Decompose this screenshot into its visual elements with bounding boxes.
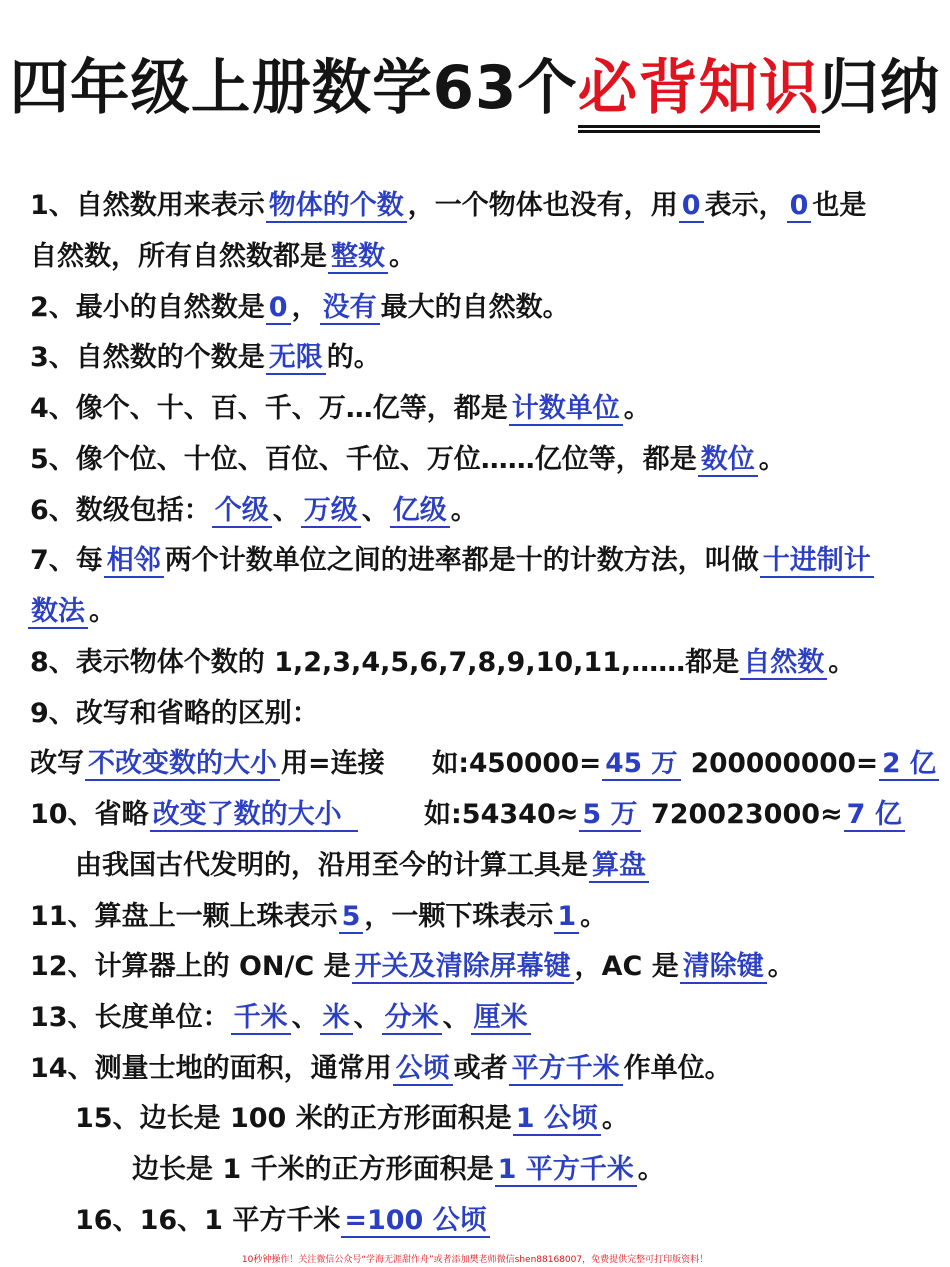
knowledge-line-8: 8、表示物体个数的 1,2,3,4,5,6,7,8,9,10,11,……都是 自然数 。 — [30, 647, 856, 678]
answer: 相邻 — [104, 545, 164, 578]
footer-promo: 10秒钟操作！关注微信公众号“学海无涯甜作舟”或者添加樊老师微信shen88168007，免费提供完整可打印版资料！ — [241, 1255, 709, 1265]
answer: 十进制计 — [760, 545, 874, 578]
answer: 不改变数的大小 — [85, 748, 280, 781]
answer: 自然数 — [740, 647, 827, 680]
knowledge-line-5: 5、像个位、十位、百位、千位、万位……亿位等，都是 数位 。 — [30, 444, 786, 475]
knowledge-line-15: 15、边长是 100 米的正方形面积是 1 公顷 。 — [75, 1103, 629, 1134]
answer: 千米 — [231, 1002, 291, 1035]
knowledge-line-3: 3、自然数的个数是 无限 的。 — [30, 342, 381, 373]
knowledge-line-15-cont: 边长是 1 千米的正方形面积是 1 平方千米 。 — [132, 1154, 665, 1185]
knowledge-line-10-example: 如:54340≈ 5 万 720023000≈ 7 亿 — [424, 795, 906, 835]
knowledge-line-9-example: 如:450000= 45 万 200000000= 2 亿 — [432, 744, 940, 784]
answer: 公顷 — [393, 1053, 453, 1086]
answer: =100 公顷 — [341, 1205, 489, 1238]
answer: 个级 — [212, 495, 272, 528]
knowledge-line-9: 9、改写和省略的区别： — [30, 698, 319, 729]
knowledge-line-9-rewrite: 改写 不改变数的大小 用=连接 — [30, 748, 385, 779]
page-title — [0, 40, 950, 125]
answer: 开关及清除屏幕键 — [352, 951, 574, 984]
knowledge-line-10-abacus: 由我国古代发明的，沿用至今的计算工具是 算盘 — [75, 846, 650, 886]
answer: 无限 — [266, 342, 326, 375]
answer: 45 万 — [602, 748, 680, 781]
answer: 数位 — [698, 444, 758, 477]
answer: 0 — [679, 190, 704, 223]
answer: 7 亿 — [844, 799, 905, 832]
answer: 改变了数的大小 — [150, 799, 358, 832]
title-part2: 归纳 — [819, 54, 941, 123]
answer: 2 亿 — [879, 748, 939, 781]
answer: 物体的个数 — [266, 190, 407, 223]
knowledge-line-4: 4、像个、十、百、千、万…亿等，都是 计数单位 。 — [30, 393, 651, 424]
knowledge-line-14: 14、测量士地的面积，通常用 公顷 或者 平方千米 作单位。 — [30, 1053, 732, 1084]
answer: 0 — [266, 292, 291, 325]
answer: 数法 — [28, 596, 88, 629]
answer: 整数 — [328, 241, 388, 274]
answer: 1 平方千米 — [495, 1154, 637, 1187]
knowledge-line-2: 2、最小的自然数是 0 ， 没有 最大的自然数。 — [30, 292, 570, 323]
knowledge-line-13: 13、长度单位： 千米 、 米 、 分米 、 厘米 — [30, 998, 532, 1038]
answer: 计数单位 — [509, 393, 623, 426]
knowledge-line-1: 1、自然数用来表示 物体的个数 ，一个物体也没有，用 0 表示， 0 也是 — [30, 190, 867, 221]
answer: 清除键 — [680, 951, 767, 984]
knowledge-line-6: 6、数级包括： 个级 、 万级 、 亿级 。 — [30, 495, 478, 526]
knowledge-line-7: 7、每 相邻 两个计数单位之间的进率都是十的计数方法，叫做 十进制计 — [30, 541, 875, 581]
answer: 5 — [339, 901, 364, 934]
answer: 1 — [554, 901, 579, 934]
answer: 厘米 — [471, 1002, 531, 1035]
knowledge-line-7-cont: 数法 。 — [27, 592, 116, 632]
answer: 没有 — [320, 292, 380, 325]
knowledge-line-10: 10、省略 改变了数的大小 — [30, 795, 359, 835]
answer: 平方千米 — [509, 1053, 623, 1086]
answer: 亿级 — [390, 495, 450, 528]
answer: 0 — [787, 190, 812, 223]
title-part1: 四年级上册数学63个 — [9, 54, 578, 123]
answer: 1 公顷 — [513, 1103, 601, 1136]
knowledge-line-1-cont: 自然数，所有自然数都是 整数 。 — [30, 241, 416, 272]
knowledge-line-16: 16、16、1 平方千米 =100 公顷 — [75, 1201, 491, 1241]
answer: 万级 — [301, 495, 361, 528]
answer: 算盘 — [589, 850, 649, 883]
answer: 分米 — [382, 1002, 442, 1035]
knowledge-line-11: 11、算盘上一颗上珠表示 5 ，一颗下珠表示 1 。 — [30, 901, 608, 932]
title-highlight: 必背知识 — [578, 40, 820, 125]
answer: 米 — [320, 1002, 353, 1035]
answer: 5 万 — [579, 799, 640, 832]
knowledge-line-12: 12、计算器上的 ON/C 是 开关及清除屏幕键 ，AC 是 清除键 。 — [30, 951, 795, 982]
